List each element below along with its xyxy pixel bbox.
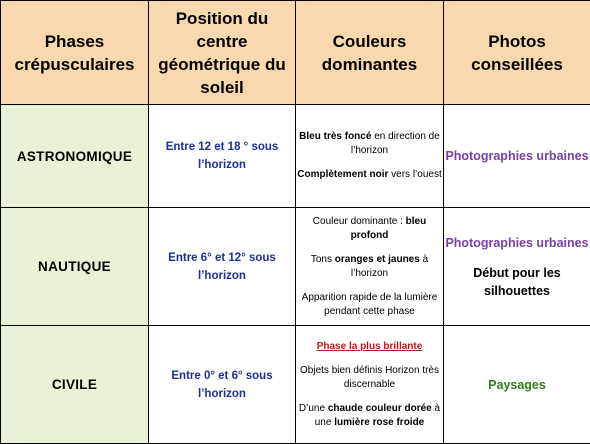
- color-text: à l’horizon: [351, 254, 428, 279]
- phase-name: NAUTIQUE: [1, 208, 149, 326]
- photo-suggestion-extra: Début pour les silhouettes: [444, 264, 590, 300]
- color-emphasis: lumière rose froide: [334, 417, 424, 428]
- color-text: Couleur dominante :: [313, 216, 406, 227]
- photo-suggestion: Photographies urbaines: [445, 149, 588, 163]
- dominant-colors: [296, 208, 444, 326]
- recommended-photos: [444, 208, 590, 326]
- sun-position: Entre 0° et 6° sous l’horizon: [149, 326, 296, 444]
- color-line: Objets bien définis Horizon très discernable: [296, 364, 443, 392]
- color-line: [296, 130, 443, 158]
- color-highlight: Phase la plus brillante: [296, 340, 443, 354]
- color-text: vers l’ouest: [388, 169, 441, 180]
- color-line: [296, 168, 443, 182]
- color-line: [296, 253, 443, 281]
- phase-name: CIVILE: [1, 326, 149, 444]
- dominant-colors: [296, 326, 444, 444]
- sun-position: Entre 12 et 18 ° sous l’horizon: [149, 105, 296, 208]
- color-emphasis: oranges et jaunes: [335, 254, 420, 265]
- header-position: Position du centre géométrique du soleil: [149, 1, 296, 105]
- recommended-photos: [444, 105, 590, 208]
- sun-position: Entre 6° et 12° sous l’horizon: [149, 208, 296, 326]
- color-text: en direction de l’horizon: [351, 131, 440, 156]
- color-text: à une: [315, 403, 440, 428]
- color-line: [296, 402, 443, 430]
- table-row-astronomique: [1, 105, 590, 208]
- phase-name: ASTRONOMIQUE: [1, 105, 149, 208]
- table-row-nautique: [1, 208, 590, 326]
- recommended-photos: [444, 326, 590, 444]
- photo-suggestion: Paysages: [488, 378, 546, 392]
- photo-suggestion: Photographies urbaines: [444, 234, 590, 252]
- table-header-row: [1, 1, 590, 105]
- color-emphasis: Bleu très foncé: [299, 131, 371, 142]
- color-line: Apparition rapide de la lumière pendant cette phase: [296, 291, 443, 319]
- color-emphasis: chaude couleur dorée: [328, 403, 432, 414]
- table-row-civile: [1, 326, 590, 444]
- color-text: D’une: [299, 403, 328, 414]
- color-line: [296, 215, 443, 243]
- header-phases: Phases crépusculaires: [1, 1, 149, 105]
- color-emphasis: Complètement noir: [297, 169, 388, 180]
- header-photos: Photos conseillées: [444, 1, 590, 105]
- dominant-colors: [296, 105, 444, 208]
- color-emphasis: bleu profond: [351, 216, 427, 241]
- color-text: Tons: [311, 254, 335, 265]
- header-couleurs: Couleurs dominantes: [296, 1, 444, 105]
